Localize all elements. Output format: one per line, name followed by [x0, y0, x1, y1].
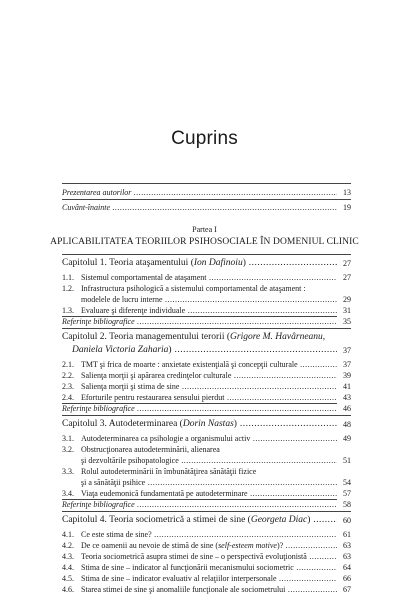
- toc-chapter-2[interactable]: [62, 331, 351, 344]
- toc-section-cont[interactable]: [62, 455, 351, 466]
- toc-entry-page: 37: [337, 359, 351, 370]
- divider: [62, 511, 351, 512]
- toc-section[interactable]: [62, 272, 351, 283]
- section-number: 4.6.: [62, 585, 74, 594]
- toc-entry-page: 49: [337, 433, 351, 444]
- section-title-cont: şi dezvoltările psihopatologice .....: [81, 455, 337, 466]
- toc-section[interactable]: [62, 573, 351, 584]
- section-title: TMT şi frica de moarte : anxietate existenţială şi concepţii culturale .....: [81, 359, 337, 370]
- divider: [62, 328, 351, 329]
- section-number: 4.2.: [62, 541, 74, 550]
- section-title: Rolul autodeterminării în îmbunătăţirea sănătăţii fizice: [81, 467, 257, 476]
- chapter-author: Ion Dafinoiu: [193, 258, 243, 268]
- section-title-cont: modelele de lucru interne .....: [81, 294, 337, 305]
- divider: [62, 415, 351, 416]
- toc-entry-page: 29: [337, 294, 351, 305]
- toc-section[interactable]: [62, 392, 351, 403]
- section-title-cont: şi a sănătăţii psihice .....: [81, 477, 337, 488]
- toc-entry-page: 41: [337, 381, 351, 392]
- section-number: 3.2.: [62, 445, 74, 454]
- section-number: 1.1.: [62, 273, 74, 282]
- toc-section[interactable]: [62, 488, 351, 499]
- toc-entry-page: 60: [337, 514, 351, 527]
- section-title: Infrastructura psihologică a sistemului comportamental de ataşament :: [81, 284, 306, 293]
- toc-entry-page: 31: [337, 305, 351, 316]
- section-title: Autodeterminarea ca psihologie a organismului activ .....: [81, 433, 337, 444]
- toc-entry-page: 63: [337, 551, 351, 562]
- chapter-author: Dorin Nastas: [182, 419, 234, 429]
- toc-entry-page: 66: [337, 573, 351, 584]
- chapter-title: Capitolul 1. Teoria ataşamentului (: [62, 258, 194, 268]
- toc-refs[interactable]: [62, 316, 351, 327]
- toc-entry-page: 27: [337, 272, 351, 283]
- toc-section[interactable]: [62, 584, 351, 595]
- toc-entry-page: 61: [337, 529, 351, 540]
- toc-entry-page: 27: [337, 257, 351, 270]
- toc-entry-page: 57: [337, 488, 351, 499]
- toc-section[interactable]: [62, 529, 351, 540]
- toc-entry-authors[interactable]: [62, 187, 351, 198]
- section-title: Eforturile pentru restaurarea sensului pierdut .....: [81, 392, 337, 403]
- toc-section[interactable]: [62, 433, 351, 444]
- toc-section[interactable]: [62, 444, 351, 455]
- section-number: 4.3.: [62, 552, 74, 561]
- toc-section-cont[interactable]: [62, 477, 351, 488]
- section-number: 3.1.: [62, 434, 74, 443]
- toc-chapter-3[interactable]: Capitolul 3. Autodeterminarea (Dorin Nastas) ..... 48: [62, 418, 351, 431]
- toc-chapter-4[interactable]: Capitolul 4. Teoria sociometrică a stimei de sine (Georgeta Diac) ..... 60: [62, 514, 351, 527]
- section-title: Obstrucţionarea autodeterminării, alienarea: [81, 445, 220, 454]
- divider: [62, 254, 351, 255]
- toc-section[interactable]: [62, 551, 351, 562]
- toc-entry-page: 63: [337, 540, 351, 551]
- toc-chapter-1[interactable]: Capitolul 1. Teoria ataşamentului (Ion Dafinoiu) ..... 27: [62, 257, 351, 270]
- toc-entry-page: 64: [337, 562, 351, 573]
- section-number: 2.1.: [62, 360, 74, 369]
- toc-entry-label: Cuvânt-înainte .....: [62, 202, 337, 213]
- section-title: Viaţa eudemonică fundamentată pe autodeterminare .....: [81, 488, 337, 499]
- section-title: Starea stimei de sine şi anomaliile funcţionale ale sociometrului .....: [81, 584, 337, 595]
- section-title: Stima de sine – indicator al funcţionării mecanismului sociometric .....: [81, 562, 337, 573]
- toc-entry-foreword[interactable]: [62, 202, 351, 213]
- toc-entry-page: 48: [337, 418, 351, 431]
- divider: [62, 183, 351, 184]
- toc-refs[interactable]: [62, 403, 351, 414]
- toc-entry-page: 58: [337, 499, 351, 510]
- section-number: 3.3.: [62, 467, 74, 476]
- section-title: De ce oamenii au nevoie de stimă de sine (: [81, 541, 219, 550]
- toc-entry-page: 19: [337, 202, 351, 213]
- toc-entry-page: 46: [337, 403, 351, 414]
- section-title: Sistemul comportamental de ataşament .....: [81, 272, 337, 283]
- toc-entry-page: 43: [337, 392, 351, 403]
- toc-section[interactable]: [62, 359, 351, 370]
- toc-section[interactable]: [62, 283, 351, 294]
- section-number: 2.3.: [62, 382, 74, 391]
- page-title: Cuprins: [171, 128, 238, 149]
- toc-entry-page: 13: [337, 187, 351, 198]
- section-number: 1.2.: [62, 284, 74, 293]
- toc-section-cont[interactable]: [62, 294, 351, 305]
- section-title: Salienţa morţii şi apărarea credinţelor culturale .....: [81, 370, 337, 381]
- chapter-author: Daniela Victoria Zaharia: [72, 345, 169, 355]
- part-label: Partea I: [192, 225, 217, 234]
- section-title: Salienţa morţii şi stima de sine .....: [81, 381, 337, 392]
- section-number: 3.4.: [62, 489, 74, 498]
- section-number: 2.4.: [62, 393, 74, 402]
- toc-entry-page: 54: [337, 477, 351, 488]
- chapter-title: Capitolul 4. Teoria sociometrică a stimei de sine (: [62, 515, 251, 525]
- refs-label: Referinţe bibliografice .....: [62, 403, 337, 414]
- toc-entry-page: 37: [337, 344, 351, 357]
- section-number: 4.4.: [62, 563, 74, 572]
- part-title: APLICABILITATEA TEORIILOR PSIHOSOCIALE ÎN DOMENIUL CLINIC: [50, 237, 359, 247]
- toc-section[interactable]: [62, 562, 351, 573]
- divider: [62, 199, 351, 200]
- section-title: Teoria sociometrică asupra stimei de sine – o perspectivă evoluţionistă .....: [81, 551, 337, 562]
- section-title: Stima de sine – indicator evaluativ al relaţiilor interpersonale .....: [81, 573, 337, 584]
- toc-chapter-2-cont[interactable]: Daniela Victoria Zaharia) ..... 37: [62, 344, 351, 357]
- refs-label: Referinţe bibliografice .....: [62, 499, 337, 510]
- toc-section[interactable]: [62, 381, 351, 392]
- refs-label: Referinţe bibliografice .....: [62, 316, 337, 327]
- section-number: 2.2.: [62, 371, 74, 380]
- toc-entry-page: 67: [337, 584, 351, 595]
- toc-entry-page: 39: [337, 370, 351, 381]
- section-number: 4.1.: [62, 530, 74, 539]
- section-number: 4.5.: [62, 574, 74, 583]
- toc-section[interactable]: [62, 466, 351, 477]
- toc-section[interactable]: [62, 305, 351, 316]
- section-title: Ce este stima de sine? .....: [81, 529, 337, 540]
- toc-entry-page: 51: [337, 455, 351, 466]
- toc-section[interactable]: [62, 370, 351, 381]
- section-number: 1.3.: [62, 306, 74, 315]
- chapter-title: Capitolul 2. Teoria managementului terorii (: [62, 332, 231, 342]
- toc-refs[interactable]: [62, 499, 351, 510]
- section-title: Evaluare şi diferenţe individuale .....: [81, 305, 337, 316]
- chapter-author: Georgeta Diac: [250, 515, 308, 525]
- toc-entry-page: 35: [337, 316, 351, 327]
- chapter-author: Grigore M. Havârneanu,: [230, 332, 326, 342]
- toc-section[interactable]: 4.2. De ce oamenii au nevoie de stimă de sine (self-esteem motive)? ..... 63: [62, 540, 351, 551]
- toc-entry-label: Prezentarea autorilor .....: [62, 187, 337, 198]
- section-title-italic: self-esteem motive: [218, 541, 277, 550]
- chapter-title: Capitolul 3. Autodeterminarea (: [62, 419, 183, 429]
